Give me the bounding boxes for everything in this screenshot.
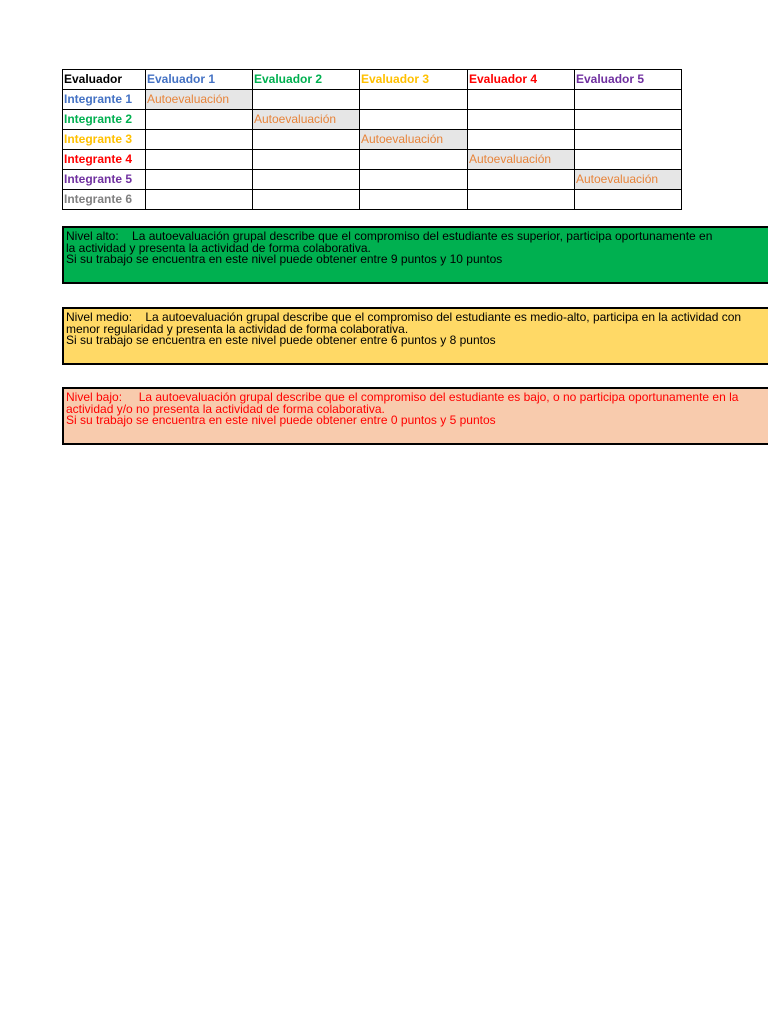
score-cell[interactable]	[360, 110, 468, 130]
table-row	[63, 90, 682, 110]
score-cell[interactable]	[253, 190, 360, 210]
corner-header[interactable]: Evaluador	[63, 70, 146, 90]
member-label-1[interactable]: Integrante 1	[63, 90, 146, 110]
level-description-line: actividad y/o no presenta la actividad de forma colaborativa.	[66, 401, 385, 416]
level-score-range: Si su trabajo se encuentra en este nivel puede obtener entre 6 puntos y 8 puntos	[66, 333, 496, 347]
level-label: Nivel medio:	[66, 310, 146, 324]
score-cell[interactable]	[146, 150, 253, 170]
score-cell[interactable]	[253, 150, 360, 170]
level-medio-box	[62, 307, 768, 365]
level-description-line: la actividad y presenta la actividad de forma colaborativa.	[66, 240, 371, 255]
evaluator-header-1[interactable]: Evaluador 1	[146, 70, 253, 90]
table-row	[63, 150, 682, 170]
self-evaluation-cell[interactable]: Autoevaluación	[468, 150, 575, 170]
member-label-5[interactable]: Integrante 5	[63, 170, 146, 190]
evaluator-header-3[interactable]: Evaluador 3	[360, 70, 468, 90]
level-score-range: Si su trabajo se encuentra en este nivel puede obtener entre 9 puntos y 10 puntos	[66, 252, 503, 266]
level-label: Nivel alto:	[66, 229, 133, 243]
score-cell[interactable]	[468, 110, 575, 130]
level-alto-box	[62, 226, 768, 284]
table-row	[63, 170, 682, 190]
score-cell[interactable]	[253, 130, 360, 150]
score-cell[interactable]	[146, 190, 253, 210]
score-cell[interactable]	[575, 110, 682, 130]
table-row	[63, 110, 682, 130]
level-label: Nivel bajo:	[66, 390, 139, 404]
score-cell[interactable]	[253, 170, 360, 190]
member-label-3[interactable]: Integrante 3	[63, 130, 146, 150]
table-row	[63, 190, 682, 210]
score-cell[interactable]	[360, 90, 468, 110]
score-cell[interactable]	[146, 110, 253, 130]
score-cell[interactable]	[146, 130, 253, 150]
score-cell[interactable]	[575, 190, 682, 210]
score-cell[interactable]	[575, 150, 682, 170]
table-header-row	[63, 70, 682, 90]
member-label-4[interactable]: Integrante 4	[63, 150, 146, 170]
evaluator-header-5[interactable]: Evaluador 5	[575, 70, 682, 90]
score-cell[interactable]	[468, 190, 575, 210]
score-cell[interactable]	[468, 170, 575, 190]
table-row	[63, 130, 682, 150]
level-description-text: La autoevaluación grupal describe que el compromiso del estudiante es bajo, o no participa oportunamente en la	[138, 390, 739, 404]
score-cell[interactable]	[146, 170, 253, 190]
level-description-line: menor regularidad y presenta la actividad de forma colaborativa.	[66, 321, 409, 336]
score-cell[interactable]	[360, 150, 468, 170]
score-cell[interactable]	[360, 170, 468, 190]
evaluator-header-2[interactable]: Evaluador 2	[253, 70, 360, 90]
evaluation-table	[62, 69, 682, 210]
table-body	[63, 90, 682, 210]
level-description-text: La autoevaluación grupal describe que el compromiso del estudiante es superior, participa oportunamente en	[132, 229, 713, 243]
score-cell[interactable]	[575, 90, 682, 110]
evaluator-header-4[interactable]: Evaluador 4	[468, 70, 575, 90]
member-label-6[interactable]: Integrante 6	[63, 190, 146, 210]
self-evaluation-cell[interactable]: Autoevaluación	[575, 170, 682, 190]
score-cell[interactable]	[360, 190, 468, 210]
level-bajo-box	[62, 387, 768, 445]
score-cell[interactable]	[468, 130, 575, 150]
score-cell[interactable]	[575, 130, 682, 150]
member-label-2[interactable]: Integrante 2	[63, 110, 146, 130]
score-cell[interactable]	[468, 90, 575, 110]
self-evaluation-cell[interactable]: Autoevaluación	[360, 130, 468, 150]
level-description-text: La autoevaluación grupal describe que el compromiso del estudiante es medio-alto, participa en la actividad con	[145, 310, 742, 324]
self-evaluation-cell[interactable]: Autoevaluación	[146, 90, 253, 110]
self-evaluation-cell[interactable]: Autoevaluación	[253, 110, 360, 130]
score-cell[interactable]	[253, 90, 360, 110]
level-score-range: Si su trabajo se encuentra en este nivel puede obtener entre 0 puntos y 5 puntos	[66, 413, 496, 427]
